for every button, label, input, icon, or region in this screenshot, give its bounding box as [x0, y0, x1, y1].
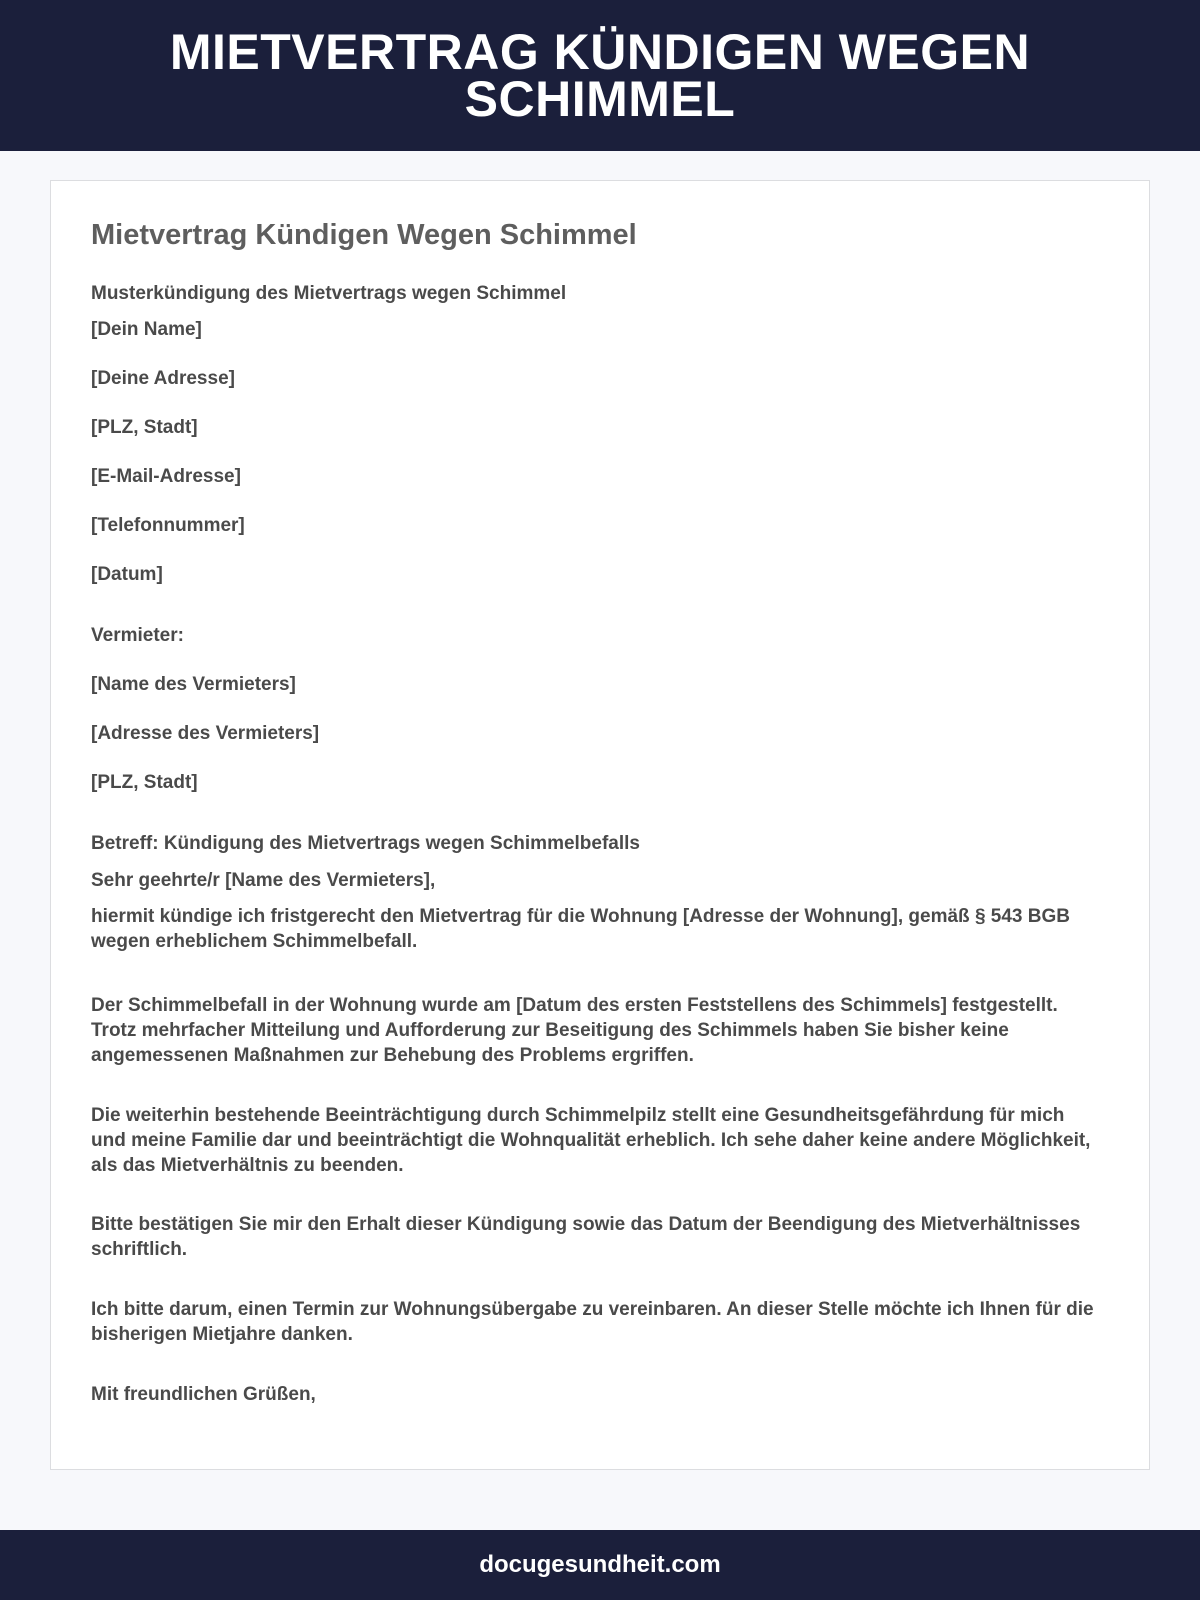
page-title: MIETVERTRAG KÜNDIGEN WEGEN SCHIMMEL: [169, 23, 1031, 127]
sender-email: [E-Mail-Adresse]: [91, 466, 241, 487]
salutation: Sehr geehrte/r [Name des Vermieters],: [91, 870, 436, 891]
sender-address: [Deine Adresse]: [91, 368, 235, 389]
sender-date: [Datum]: [91, 564, 163, 585]
body-paragraph: hiermit kündige ich fristgerecht den Mietvertrag für die Wohnung [Adresse der Wohnung], gemäß § 543 BGB wegen erheblichem Schimmelbefall.: [91, 906, 1070, 952]
sender-name: [Dein Name]: [91, 319, 202, 340]
sender-city: [PLZ, Stadt]: [91, 417, 198, 438]
recipient-address: [Adresse des Vermieters]: [91, 723, 320, 744]
recipient-label: Vermieter:: [91, 625, 184, 646]
subject-line: Betreff: Kündigung des Mietvertrags wegen Schimmelbefalls: [91, 833, 640, 854]
closing: Mit freundlichen Grüßen,: [91, 1384, 316, 1405]
body-paragraph: Die weiterhin bestehende Beeinträchtigung durch Schimmelpilz stellt eine Gesundheitsgefährdung für mich und meine Familie dar und beeinträchtigt die Wohnqualität erheblich. Ich sehe daher keine andere Möglichkeit, als das Mietverhältnis zu beenden.: [91, 1105, 1091, 1176]
document-card: [50, 180, 1150, 1470]
document-subtitle: Musterkündigung des Mietvertrags wegen Schimmel: [91, 283, 567, 304]
document-title: Mietvertrag Kündigen Wegen Schimmel: [91, 219, 637, 251]
sender-phone: [Telefonnummer]: [91, 515, 245, 536]
recipient-city: [PLZ, Stadt]: [91, 772, 198, 793]
body-paragraph: Der Schimmelbefall in der Wohnung wurde am [Datum des ersten Feststellens des Schimmels] festgestellt. Trotz mehrfacher Mitteilung und Aufforderung zur Beseitigung des Schimmels haben Sie bisher keine angemessenen Maßnahmen zur Behebung des Problems ergriffen.: [91, 995, 1058, 1066]
page-footer: [0, 1530, 1200, 1600]
recipient-name: [Name des Vermieters]: [91, 674, 296, 695]
body-paragraph: Ich bitte darum, einen Termin zur Wohnungsübergabe zu vereinbaren. An dieser Stelle möchte ich Ihnen für die bisherigen Mietjahre danken.: [91, 1299, 1094, 1345]
body-paragraph: Bitte bestätigen Sie mir den Erhalt dieser Kündigung sowie das Datum der Beendigung des Mietverhältnisses schriftlich.: [91, 1214, 1081, 1260]
page-header: [0, 0, 1200, 151]
footer-site-link[interactable]: docugesundheit.com: [479, 1551, 721, 1578]
